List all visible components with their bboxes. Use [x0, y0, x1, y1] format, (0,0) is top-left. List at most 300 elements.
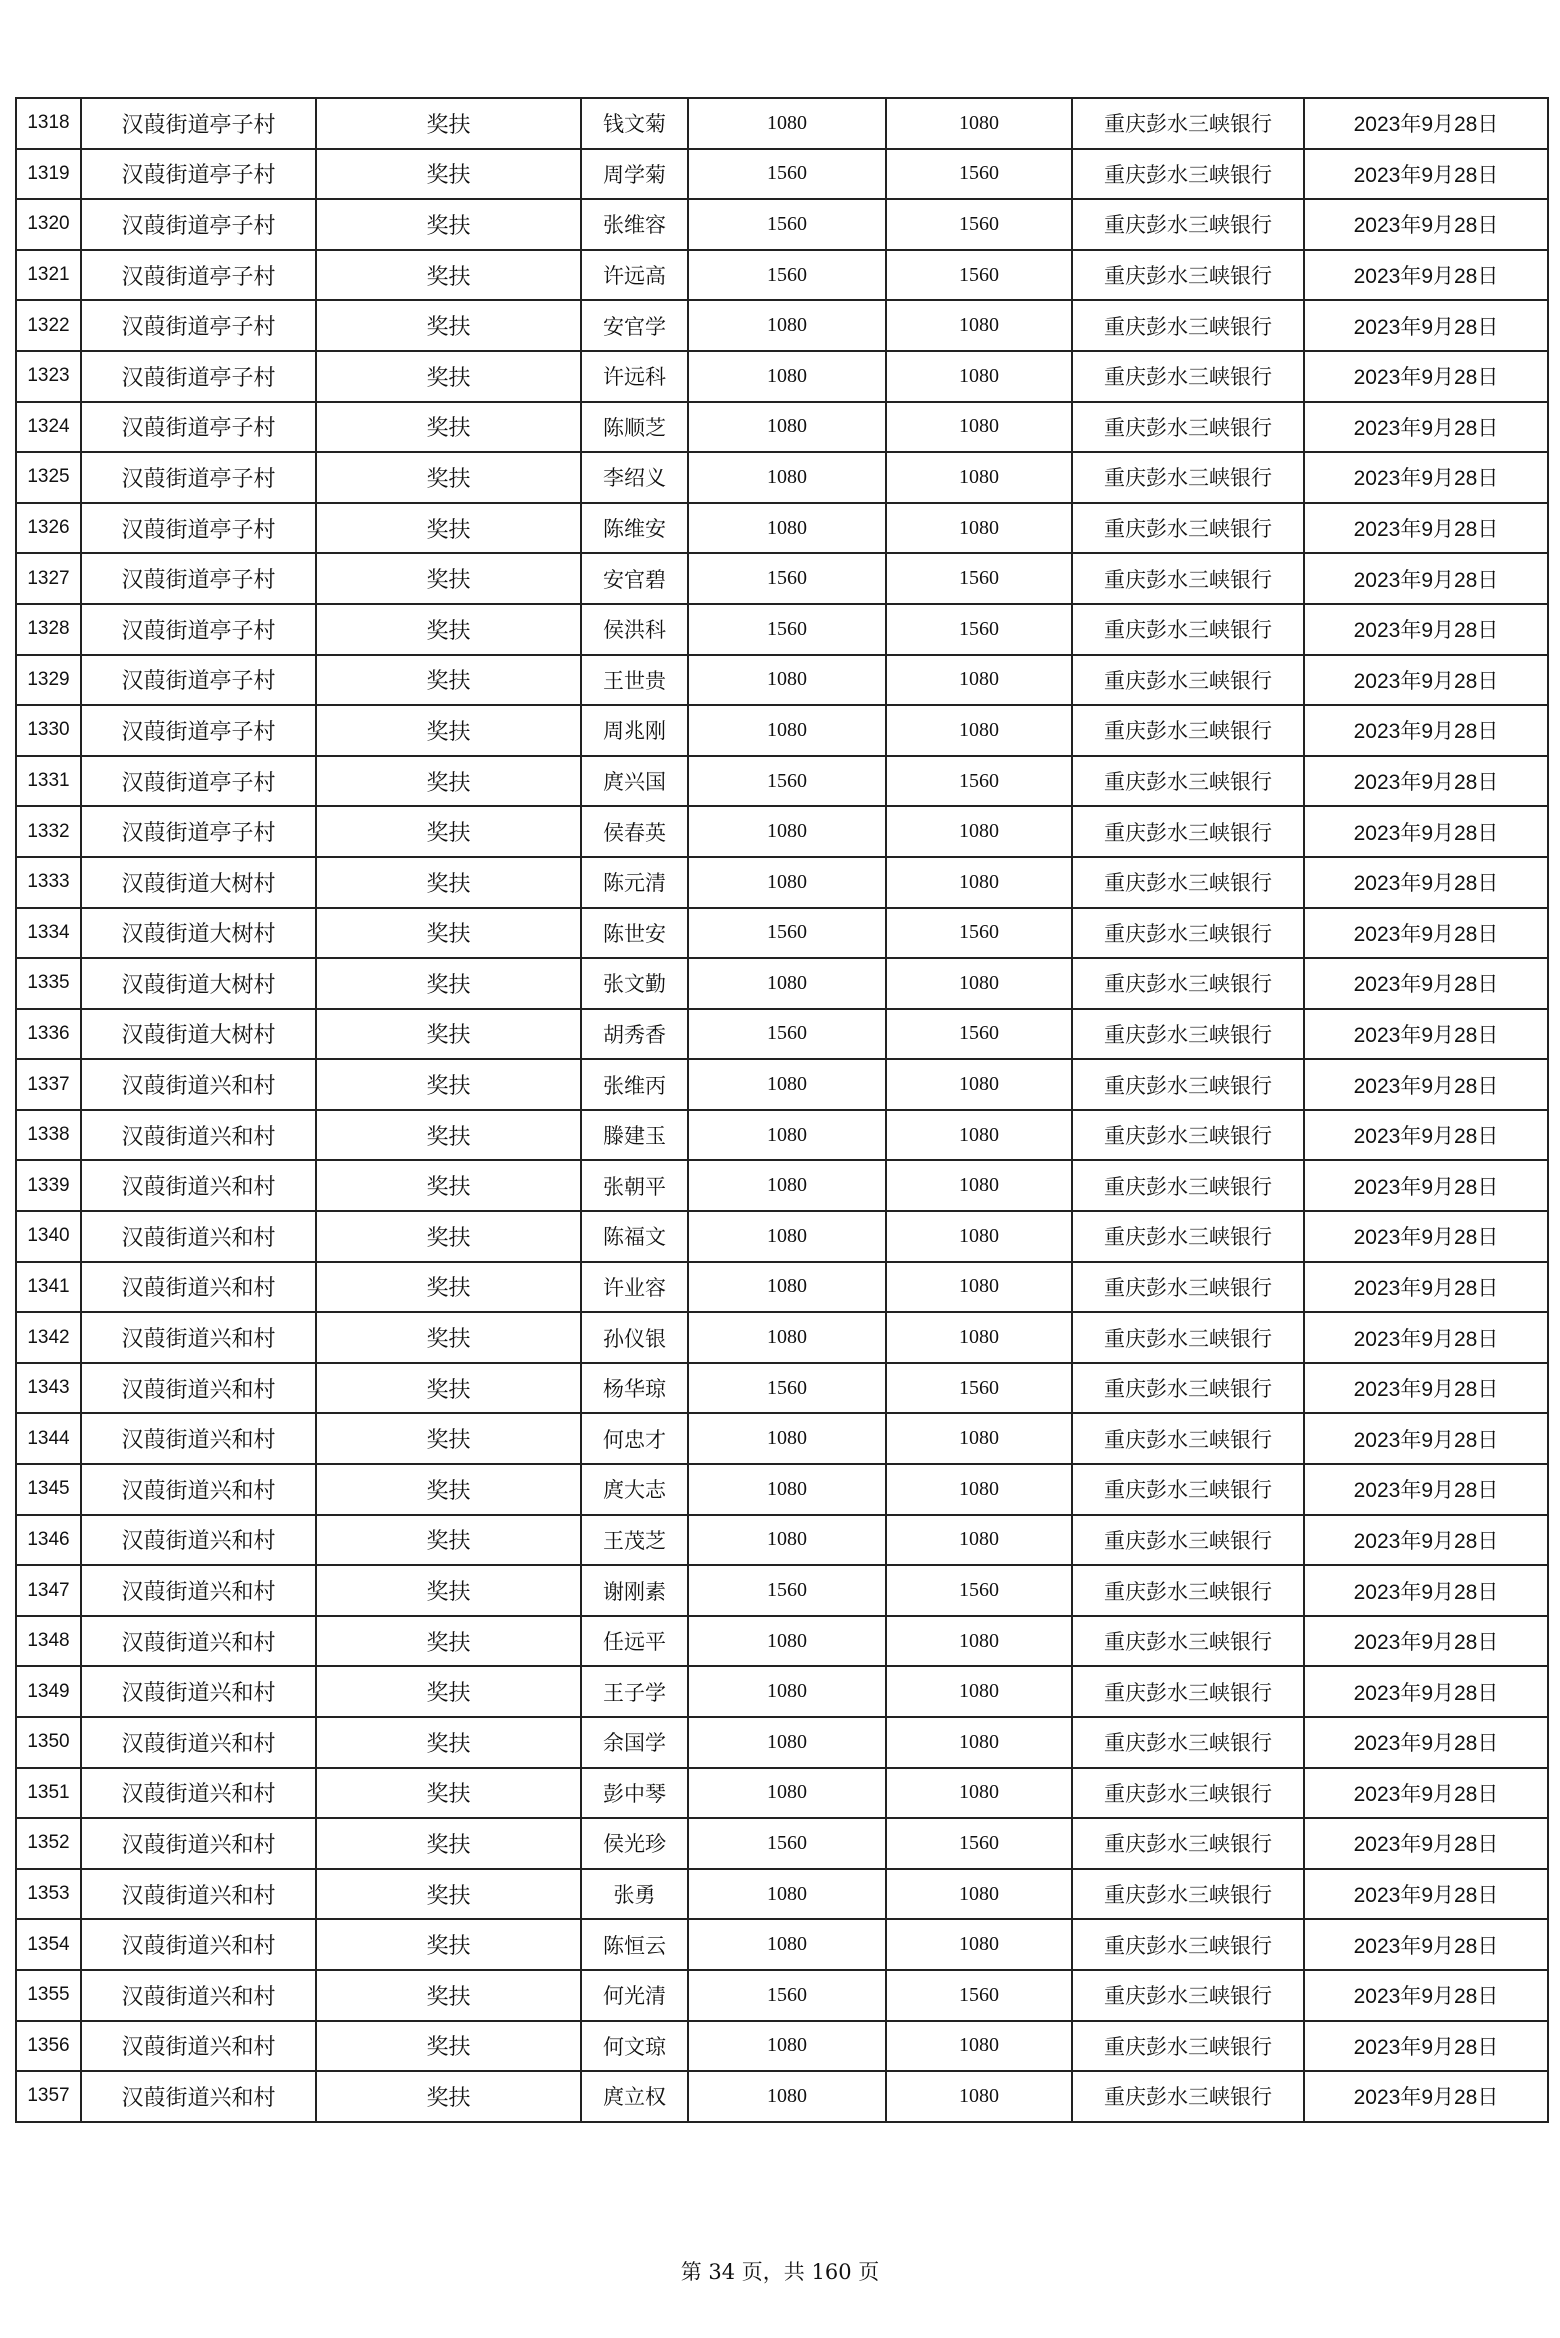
amount-cell: 1560	[688, 553, 886, 604]
amount-cell: 1080	[688, 1160, 886, 1211]
type-cell: 奖扶	[316, 806, 581, 857]
paid-amount-cell: 1080	[886, 1869, 1072, 1920]
row-number-cell: 1334	[16, 908, 81, 959]
date-cell: 2023年9月28日	[1304, 351, 1548, 402]
amount-cell: 1080	[688, 351, 886, 402]
bank-cell: 重庆彭水三峡银行	[1072, 1211, 1304, 1262]
area-cell: 汉葭街道亭子村	[81, 199, 316, 250]
name-cell: 陈恒云	[581, 1919, 688, 1970]
name-cell: 钱文菊	[581, 98, 688, 149]
row-number-cell: 1335	[16, 958, 81, 1009]
bank-cell: 重庆彭水三峡银行	[1072, 1565, 1304, 1616]
amount-cell: 1080	[688, 1262, 886, 1313]
paid-amount-cell: 1080	[886, 655, 1072, 706]
amount-cell: 1560	[688, 149, 886, 200]
area-cell: 汉葭街道兴和村	[81, 1919, 316, 1970]
name-cell: 王茂芝	[581, 1515, 688, 1566]
paid-amount-cell: 1080	[886, 806, 1072, 857]
area-cell: 汉葭街道大树村	[81, 857, 316, 908]
paid-amount-cell: 1080	[886, 1413, 1072, 1464]
area-cell: 汉葭街道兴和村	[81, 1312, 316, 1363]
date-cell: 2023年9月28日	[1304, 1262, 1548, 1313]
table-row	[16, 1211, 1548, 1262]
paid-amount-cell: 1560	[886, 1565, 1072, 1616]
amount-cell: 1560	[688, 199, 886, 250]
amount-cell: 1080	[688, 2021, 886, 2072]
name-cell: 许业容	[581, 1262, 688, 1313]
paid-amount-cell: 1080	[886, 1160, 1072, 1211]
name-cell: 何忠才	[581, 1413, 688, 1464]
type-cell: 奖扶	[316, 98, 581, 149]
date-cell: 2023年9月28日	[1304, 1869, 1548, 1920]
date-cell: 2023年9月28日	[1304, 1211, 1548, 1262]
area-cell: 汉葭街道兴和村	[81, 1666, 316, 1717]
amount-cell: 1080	[688, 1464, 886, 1515]
table-row	[16, 1717, 1548, 1768]
payment-table	[15, 97, 1549, 2123]
bank-cell: 重庆彭水三峡银行	[1072, 402, 1304, 453]
amount-cell: 1080	[688, 1768, 886, 1819]
table-row	[16, 149, 1548, 200]
name-cell: 张勇	[581, 1869, 688, 1920]
date-cell: 2023年9月28日	[1304, 1970, 1548, 2021]
paid-amount-cell: 1560	[886, 199, 1072, 250]
row-number-cell: 1330	[16, 705, 81, 756]
type-cell: 奖扶	[316, 1768, 581, 1819]
date-cell: 2023年9月28日	[1304, 2071, 1548, 2122]
name-cell: 张维丙	[581, 1059, 688, 1110]
paid-amount-cell: 1080	[886, 402, 1072, 453]
bank-cell: 重庆彭水三峡银行	[1072, 958, 1304, 1009]
date-cell: 2023年9月28日	[1304, 1464, 1548, 1515]
name-cell: 侯春英	[581, 806, 688, 857]
table-row	[16, 655, 1548, 706]
type-cell: 奖扶	[316, 300, 581, 351]
name-cell: 彭中琴	[581, 1768, 688, 1819]
date-cell: 2023年9月28日	[1304, 553, 1548, 604]
type-cell: 奖扶	[316, 908, 581, 959]
row-number-cell: 1350	[16, 1717, 81, 1768]
name-cell: 侯洪科	[581, 604, 688, 655]
date-cell: 2023年9月28日	[1304, 1363, 1548, 1414]
bank-cell: 重庆彭水三峡银行	[1072, 1717, 1304, 1768]
page-number: 第 34 页，共 160 页	[680, 2260, 880, 2284]
date-cell: 2023年9月28日	[1304, 705, 1548, 756]
table-row	[16, 250, 1548, 301]
table-row	[16, 1666, 1548, 1717]
name-cell: 庹兴国	[581, 756, 688, 807]
bank-cell: 重庆彭水三峡银行	[1072, 604, 1304, 655]
bank-cell: 重庆彭水三峡银行	[1072, 1160, 1304, 1211]
bank-cell: 重庆彭水三峡银行	[1072, 1869, 1304, 1920]
bank-cell: 重庆彭水三峡银行	[1072, 908, 1304, 959]
name-cell: 李绍义	[581, 452, 688, 503]
table-row	[16, 1413, 1548, 1464]
amount-cell: 1080	[688, 2071, 886, 2122]
amount-cell: 1080	[688, 1211, 886, 1262]
paid-amount-cell: 1080	[886, 98, 1072, 149]
date-cell: 2023年9月28日	[1304, 1312, 1548, 1363]
date-cell: 2023年9月28日	[1304, 1919, 1548, 1970]
amount-cell: 1560	[688, 1363, 886, 1414]
amount-cell: 1080	[688, 857, 886, 908]
amount-cell: 1080	[688, 1110, 886, 1161]
table-row	[16, 1009, 1548, 1060]
amount-cell: 1080	[688, 452, 886, 503]
area-cell: 汉葭街道亭子村	[81, 300, 316, 351]
bank-cell: 重庆彭水三峡银行	[1072, 756, 1304, 807]
paid-amount-cell: 1080	[886, 300, 1072, 351]
area-cell: 汉葭街道兴和村	[81, 1818, 316, 1869]
amount-cell: 1080	[688, 1413, 886, 1464]
date-cell: 2023年9月28日	[1304, 1059, 1548, 1110]
row-number-cell: 1328	[16, 604, 81, 655]
bank-cell: 重庆彭水三峡银行	[1072, 806, 1304, 857]
amount-cell: 1080	[688, 1515, 886, 1566]
area-cell: 汉葭街道亭子村	[81, 756, 316, 807]
name-cell: 陈世安	[581, 908, 688, 959]
table-row	[16, 857, 1548, 908]
area-cell: 汉葭街道大树村	[81, 958, 316, 1009]
name-cell: 安官碧	[581, 553, 688, 604]
table-row	[16, 604, 1548, 655]
row-number-cell: 1356	[16, 2021, 81, 2072]
area-cell: 汉葭街道兴和村	[81, 1059, 316, 1110]
amount-cell: 1080	[688, 958, 886, 1009]
type-cell: 奖扶	[316, 1818, 581, 1869]
amount-cell: 1080	[688, 98, 886, 149]
area-cell: 汉葭街道兴和村	[81, 1970, 316, 2021]
name-cell: 陈福文	[581, 1211, 688, 1262]
row-number-cell: 1337	[16, 1059, 81, 1110]
row-number-cell: 1321	[16, 250, 81, 301]
date-cell: 2023年9月28日	[1304, 1160, 1548, 1211]
area-cell: 汉葭街道兴和村	[81, 1160, 316, 1211]
table-row	[16, 705, 1548, 756]
area-cell: 汉葭街道兴和村	[81, 1110, 316, 1161]
type-cell: 奖扶	[316, 2021, 581, 2072]
table-row	[16, 553, 1548, 604]
type-cell: 奖扶	[316, 1262, 581, 1313]
paid-amount-cell: 1080	[886, 1312, 1072, 1363]
paid-amount-cell: 1080	[886, 452, 1072, 503]
area-cell: 汉葭街道大树村	[81, 908, 316, 959]
bank-cell: 重庆彭水三峡银行	[1072, 705, 1304, 756]
date-cell: 2023年9月28日	[1304, 300, 1548, 351]
type-cell: 奖扶	[316, 1869, 581, 1920]
paid-amount-cell: 1560	[886, 604, 1072, 655]
bank-cell: 重庆彭水三峡银行	[1072, 553, 1304, 604]
row-number-cell: 1320	[16, 199, 81, 250]
name-cell: 安官学	[581, 300, 688, 351]
paid-amount-cell: 1080	[886, 1717, 1072, 1768]
type-cell: 奖扶	[316, 149, 581, 200]
paid-amount-cell: 1080	[886, 1768, 1072, 1819]
type-cell: 奖扶	[316, 351, 581, 402]
name-cell: 许远高	[581, 250, 688, 301]
type-cell: 奖扶	[316, 452, 581, 503]
row-number-cell: 1348	[16, 1616, 81, 1667]
type-cell: 奖扶	[316, 1464, 581, 1515]
name-cell: 张朝平	[581, 1160, 688, 1211]
table-row	[16, 1363, 1548, 1414]
table-row	[16, 199, 1548, 250]
type-cell: 奖扶	[316, 1515, 581, 1566]
row-number-cell: 1327	[16, 553, 81, 604]
type-cell: 奖扶	[316, 1363, 581, 1414]
bank-cell: 重庆彭水三峡银行	[1072, 857, 1304, 908]
date-cell: 2023年9月28日	[1304, 1616, 1548, 1667]
row-number-cell: 1357	[16, 2071, 81, 2122]
row-number-cell: 1341	[16, 1262, 81, 1313]
bank-cell: 重庆彭水三峡银行	[1072, 1110, 1304, 1161]
name-cell: 周学菊	[581, 149, 688, 200]
table-row	[16, 1869, 1548, 1920]
date-cell: 2023年9月28日	[1304, 149, 1548, 200]
paid-amount-cell: 1080	[886, 1515, 1072, 1566]
bank-cell: 重庆彭水三峡银行	[1072, 300, 1304, 351]
table-row	[16, 1110, 1548, 1161]
area-cell: 汉葭街道兴和村	[81, 1211, 316, 1262]
name-cell: 杨华琼	[581, 1363, 688, 1414]
table-row	[16, 1160, 1548, 1211]
type-cell: 奖扶	[316, 1717, 581, 1768]
paid-amount-cell: 1080	[886, 857, 1072, 908]
date-cell: 2023年9月28日	[1304, 1413, 1548, 1464]
bank-cell: 重庆彭水三峡银行	[1072, 1616, 1304, 1667]
area-cell: 汉葭街道兴和村	[81, 1768, 316, 1819]
area-cell: 汉葭街道亭子村	[81, 604, 316, 655]
bank-cell: 重庆彭水三峡银行	[1072, 1970, 1304, 2021]
area-cell: 汉葭街道兴和村	[81, 1262, 316, 1313]
amount-cell: 1560	[688, 604, 886, 655]
amount-cell: 1560	[688, 1009, 886, 1060]
bank-cell: 重庆彭水三峡银行	[1072, 1515, 1304, 1566]
area-cell: 汉葭街道亭子村	[81, 149, 316, 200]
date-cell: 2023年9月28日	[1304, 1818, 1548, 1869]
table-row	[16, 98, 1548, 149]
name-cell: 何文琼	[581, 2021, 688, 2072]
type-cell: 奖扶	[316, 402, 581, 453]
date-cell: 2023年9月28日	[1304, 1009, 1548, 1060]
bank-cell: 重庆彭水三峡银行	[1072, 149, 1304, 200]
paid-amount-cell: 1560	[886, 1818, 1072, 1869]
name-cell: 余国学	[581, 1717, 688, 1768]
amount-cell: 1080	[688, 503, 886, 554]
type-cell: 奖扶	[316, 1666, 581, 1717]
area-cell: 汉葭街道兴和村	[81, 2021, 316, 2072]
table-row	[16, 1616, 1548, 1667]
paid-amount-cell: 1080	[886, 1464, 1072, 1515]
type-cell: 奖扶	[316, 604, 581, 655]
table-row	[16, 1565, 1548, 1616]
type-cell: 奖扶	[316, 250, 581, 301]
table-row	[16, 1059, 1548, 1110]
name-cell: 庹立权	[581, 2071, 688, 2122]
name-cell: 孙仪银	[581, 1312, 688, 1363]
date-cell: 2023年9月28日	[1304, 2021, 1548, 2072]
area-cell: 汉葭街道兴和村	[81, 1717, 316, 1768]
row-number-cell: 1343	[16, 1363, 81, 1414]
type-cell: 奖扶	[316, 199, 581, 250]
table-row	[16, 1262, 1548, 1313]
row-number-cell: 1354	[16, 1919, 81, 1970]
type-cell: 奖扶	[316, 1919, 581, 1970]
bank-cell: 重庆彭水三峡银行	[1072, 1464, 1304, 1515]
type-cell: 奖扶	[316, 2071, 581, 2122]
bank-cell: 重庆彭水三峡银行	[1072, 1919, 1304, 1970]
area-cell: 汉葭街道兴和村	[81, 1363, 316, 1414]
date-cell: 2023年9月28日	[1304, 503, 1548, 554]
amount-cell: 1080	[688, 1717, 886, 1768]
row-number-cell: 1332	[16, 806, 81, 857]
amount-cell: 1080	[688, 402, 886, 453]
table-row	[16, 1970, 1548, 2021]
paid-amount-cell: 1080	[886, 958, 1072, 1009]
area-cell: 汉葭街道亭子村	[81, 503, 316, 554]
type-cell: 奖扶	[316, 1616, 581, 1667]
row-number-cell: 1333	[16, 857, 81, 908]
paid-amount-cell: 1080	[886, 1262, 1072, 1313]
name-cell: 许远科	[581, 351, 688, 402]
type-cell: 奖扶	[316, 705, 581, 756]
table-row	[16, 452, 1548, 503]
amount-cell: 1080	[688, 1666, 886, 1717]
amount-cell: 1560	[688, 756, 886, 807]
row-number-cell: 1352	[16, 1818, 81, 1869]
amount-cell: 1560	[688, 1818, 886, 1869]
bank-cell: 重庆彭水三峡银行	[1072, 503, 1304, 554]
area-cell: 汉葭街道兴和村	[81, 1869, 316, 1920]
date-cell: 2023年9月28日	[1304, 1515, 1548, 1566]
amount-cell: 1080	[688, 705, 886, 756]
paid-amount-cell: 1080	[886, 1211, 1072, 1262]
bank-cell: 重庆彭水三峡银行	[1072, 1818, 1304, 1869]
row-number-cell: 1344	[16, 1413, 81, 1464]
row-number-cell: 1324	[16, 402, 81, 453]
table-row	[16, 300, 1548, 351]
row-number-cell: 1342	[16, 1312, 81, 1363]
type-cell: 奖扶	[316, 1059, 581, 1110]
type-cell: 奖扶	[316, 1211, 581, 1262]
bank-cell: 重庆彭水三峡银行	[1072, 1666, 1304, 1717]
name-cell: 张维容	[581, 199, 688, 250]
row-number-cell: 1318	[16, 98, 81, 149]
row-number-cell: 1319	[16, 149, 81, 200]
date-cell: 2023年9月28日	[1304, 604, 1548, 655]
bank-cell: 重庆彭水三峡银行	[1072, 1262, 1304, 1313]
name-cell: 胡秀香	[581, 1009, 688, 1060]
row-number-cell: 1340	[16, 1211, 81, 1262]
date-cell: 2023年9月28日	[1304, 98, 1548, 149]
paid-amount-cell: 1560	[886, 553, 1072, 604]
name-cell: 谢刚素	[581, 1565, 688, 1616]
area-cell: 汉葭街道亭子村	[81, 402, 316, 453]
name-cell: 陈顺芝	[581, 402, 688, 453]
paid-amount-cell: 1080	[886, 2071, 1072, 2122]
date-cell: 2023年9月28日	[1304, 908, 1548, 959]
type-cell: 奖扶	[316, 756, 581, 807]
paid-amount-cell: 1080	[886, 1110, 1072, 1161]
type-cell: 奖扶	[316, 1565, 581, 1616]
row-number-cell: 1347	[16, 1565, 81, 1616]
date-cell: 2023年9月28日	[1304, 199, 1548, 250]
row-number-cell: 1351	[16, 1768, 81, 1819]
row-number-cell: 1322	[16, 300, 81, 351]
area-cell: 汉葭街道兴和村	[81, 1565, 316, 1616]
bank-cell: 重庆彭水三峡银行	[1072, 1059, 1304, 1110]
type-cell: 奖扶	[316, 857, 581, 908]
table-row	[16, 1919, 1548, 1970]
paid-amount-cell: 1080	[886, 1666, 1072, 1717]
table-row	[16, 2071, 1548, 2122]
amount-cell: 1080	[688, 655, 886, 706]
paid-amount-cell: 1080	[886, 1616, 1072, 1667]
paid-amount-cell: 1560	[886, 1970, 1072, 2021]
paid-amount-cell: 1080	[886, 1059, 1072, 1110]
row-number-cell: 1331	[16, 756, 81, 807]
paid-amount-cell: 1080	[886, 351, 1072, 402]
date-cell: 2023年9月28日	[1304, 1565, 1548, 1616]
bank-cell: 重庆彭水三峡银行	[1072, 199, 1304, 250]
type-cell: 奖扶	[316, 1413, 581, 1464]
row-number-cell: 1336	[16, 1009, 81, 1060]
name-cell: 侯光珍	[581, 1818, 688, 1869]
bank-cell: 重庆彭水三峡银行	[1072, 98, 1304, 149]
table-body	[16, 98, 1548, 2122]
date-cell: 2023年9月28日	[1304, 857, 1548, 908]
table-row	[16, 1768, 1548, 1819]
date-cell: 2023年9月28日	[1304, 1666, 1548, 1717]
row-number-cell: 1349	[16, 1666, 81, 1717]
table-row	[16, 908, 1548, 959]
date-cell: 2023年9月28日	[1304, 402, 1548, 453]
area-cell: 汉葭街道亭子村	[81, 806, 316, 857]
table-row	[16, 1464, 1548, 1515]
name-cell: 任远平	[581, 1616, 688, 1667]
amount-cell: 1080	[688, 1919, 886, 1970]
name-cell: 陈元清	[581, 857, 688, 908]
paid-amount-cell: 1080	[886, 2021, 1072, 2072]
amount-cell: 1080	[688, 300, 886, 351]
area-cell: 汉葭街道亭子村	[81, 553, 316, 604]
amount-cell: 1080	[688, 806, 886, 857]
amount-cell: 1080	[688, 1869, 886, 1920]
amount-cell: 1560	[688, 250, 886, 301]
row-number-cell: 1338	[16, 1110, 81, 1161]
amount-cell: 1560	[688, 1970, 886, 2021]
date-cell: 2023年9月28日	[1304, 1110, 1548, 1161]
amount-cell: 1560	[688, 1565, 886, 1616]
row-number-cell: 1325	[16, 452, 81, 503]
type-cell: 奖扶	[316, 503, 581, 554]
date-cell: 2023年9月28日	[1304, 958, 1548, 1009]
bank-cell: 重庆彭水三峡银行	[1072, 2021, 1304, 2072]
area-cell: 汉葭街道亭子村	[81, 351, 316, 402]
area-cell: 汉葭街道亭子村	[81, 452, 316, 503]
area-cell: 汉葭街道亭子村	[81, 250, 316, 301]
date-cell: 2023年9月28日	[1304, 1717, 1548, 1768]
amount-cell: 1080	[688, 1059, 886, 1110]
paid-amount-cell: 1080	[886, 1919, 1072, 1970]
amount-cell: 1080	[688, 1312, 886, 1363]
paid-amount-cell: 1560	[886, 1009, 1072, 1060]
name-cell: 陈维安	[581, 503, 688, 554]
type-cell: 奖扶	[316, 1009, 581, 1060]
row-number-cell: 1326	[16, 503, 81, 554]
type-cell: 奖扶	[316, 553, 581, 604]
bank-cell: 重庆彭水三峡银行	[1072, 2071, 1304, 2122]
